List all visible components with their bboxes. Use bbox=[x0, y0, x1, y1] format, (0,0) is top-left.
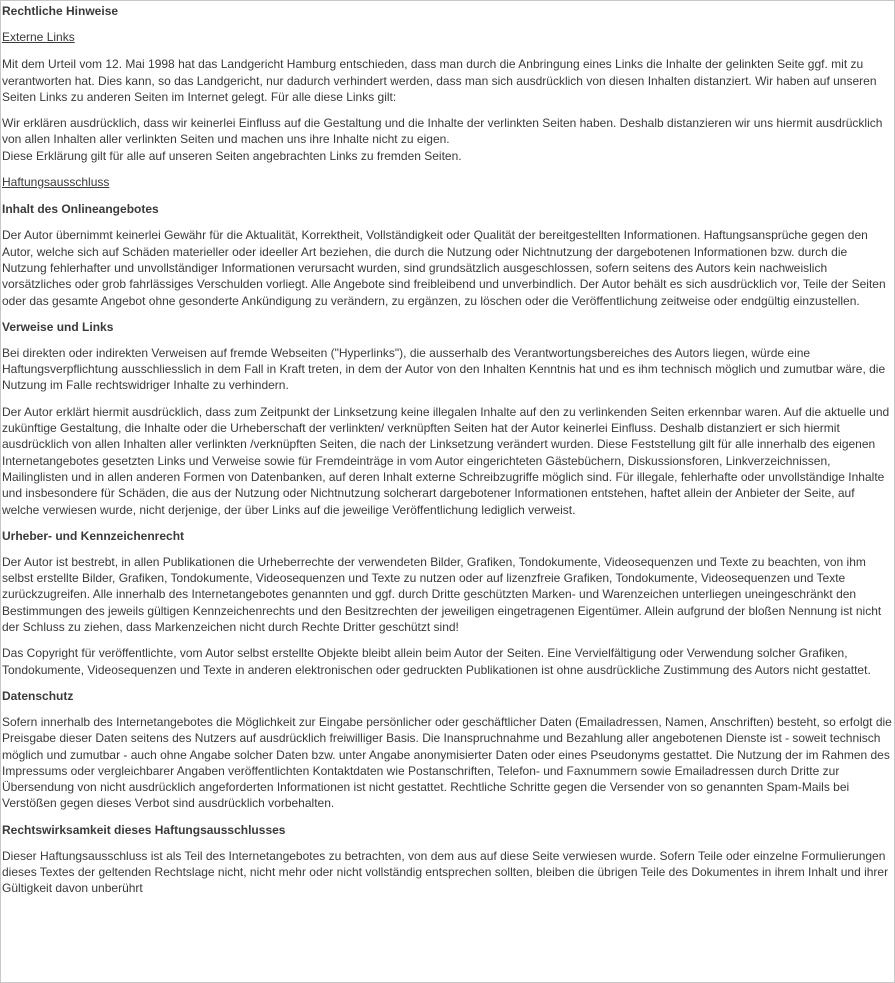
paragraph-externe-links-2: Wir erklären ausdrücklich, dass wir keinerlei Einfluss auf die Gestaltung und die Inhalte der verlinkten Seiten haben. Deshalb distanzieren wir uns hiermit ausdrücklich von allen Inhalten aller verlinkten Seiten und machen uns ihre Inhalte nicht zu eigen. Diese Erklärung gilt für alle auf unseren Seiten angebrachten Links zu fremden Seiten. bbox=[2, 116, 883, 163]
page-title: Rechtliche Hinweise bbox=[2, 4, 119, 18]
paragraph-wirksamkeit: Dieser Haftungsausschluss ist als Teil des Internetangebotes zu betrachten, von dem aus auf diese Seite verwiesen wurde. Sofern Teile oder einzelne Formulierungen dieses Textes der geltenden Rechtslage nicht, nicht mehr oder nicht vollständig entsprechen sollten, bleiben die übrigen Teile des Dokumentes in ihrem Inhalt und ihrer Gültigkeit davon unberührt bbox=[2, 848, 889, 896]
section-heading-externe-links: Externe Links bbox=[2, 30, 75, 44]
paragraph-urheber-1: Der Autor ist bestrebt, in allen Publikationen die Urheberrechte der verwendeten Bilder, Grafiken, Tondokumente, Videosequenzen und Texte zu beachten, von ihm selbst erstellte Bilder, Grafiken, Tondokumente, Videosequenzen und Texte zu nutzen oder auf lizenzfreie Grafiken, Tondokumente, Videosequenzen und Texte zurückzugreifen. Alle innerhalb des Internetangebotes genannten und ggf. durch Dritte geschützten Marken- und Warenzeichen unterliegen uneingeschränkt den Bestimmungen des jeweils gültigen Kennzeichenrechts und den Besitzrechten der jeweiligen eingetragenen Eigentümer. Allein aufgrund der bloßen Nennung ist nicht der Schluss zu ziehen, dass Markenzeichen nicht durch Rechte Dritter geschützt sind! bbox=[2, 554, 882, 635]
subheading-urheber: Urheber- und Kennzeichenrecht bbox=[2, 528, 185, 543]
paragraph-externe-links-1: Mit dem Urteil vom 12. Mai 1998 hat das Landgericht Hamburg entschieden, dass man durch die Anbringung eines Links die Inhalte der gelinkten Seite ggf. mit zu verantworten hat. Dies kann, so das Landgericht, nur dadurch verhindert werden, dass man sich ausdrücklich von diesen Inhalten distanziert. Wir haben auf unseren Seiten Links zu anderen Seiten im Internet gelegt. Für alle diese Links gilt: bbox=[2, 57, 877, 104]
paragraph-datenschutz: Sofern innerhalb des Internetangebotes die Möglichkeit zur Eingabe persönlicher oder geschäftlicher Daten (Emailadressen, Namen, Anschriften) besteht, so erfolgt die Preisgabe dieser Daten seitens des Nutzers auf ausdrücklich freiwilliger Basis. Die Inanspruchnahme und Bezahlung aller angebotenen Dienste ist - soweit technisch möglich und zumutbar - auch ohne Angabe solcher Daten bzw. unter Angabe anonymisierter Daten oder eines Pseudonyms gestattet. Die Nutzung der im Rahmen des Impressums oder vergleichbarer Angaben veröffentlichten Kontaktdaten wie Postanschriften, Telefon- und Faxnummern sowie Emailadressen durch Dritte zur Übersendung von nicht ausdrücklich angeforderten Informationen ist nicht gestattet. Rechtliche Schritte gegen die Versender von so genannten Spam-Mails bei Verstößen gegen dieses Verbot sind ausdrücklich vorbehalten. bbox=[2, 714, 892, 811]
subheading-wirksamkeit: Rechtswirksamkeit dieses Haftungsausschlusses bbox=[2, 822, 286, 837]
subheading-verweise: Verweise und Links bbox=[2, 319, 114, 334]
subheading-datenschutz: Datenschutz bbox=[2, 688, 74, 703]
paragraph-urheber-2: Das Copyright für veröffentlichte, vom Autor selbst erstellte Objekte bleibt allein beim Autor der Seiten. Eine Vervielfältigung oder Verwendung solcher Grafiken, Tondokumente, Videosequenzen und Texte in anderen elektronischen oder gedruckten Publikationen ist ohne ausdrückliche Zustimmung des Autors nicht gestattet. bbox=[2, 646, 871, 677]
paragraph-verweise-2: Der Autor erklärt hiermit ausdrücklich, dass zum Zeitpunkt der Linksetzung keine illegalen Inhalte auf den zu verlinkenden Seiten erkennbar waren. Auf die aktuelle und zukünftige Gestaltung, die Inhalte oder die Urheberschaft der verlinkten/ verknüpften Seiten hat der Autor keinerlei Einfluss. Deshalb distanziert er sich hiermit ausdrücklich von allen Inhalten aller verlinkten /verknüpften Seiten, die nach der Linksetzung verändert wurden. Diese Feststellung gilt für alle innerhalb des eigenen Internetangebotes gesetzten Links und Verweise sowie für Fremdeinträge in vom Autor eingerichteten Gästebüchern, Diskussionsforen, Linkverzeichnissen, Mailinglisten und in allen anderen Formen von Datenbanken, auf deren Inhalt externe Schreibzugriffe möglich sind. Für illegale, fehlerhafte oder unvollständige Inhalte und insbesondere für Schäden, die aus der Nutzung oder Nichtnutzung solcherart dargebotener Informationen entstehen, haftet allein der Anbieter der Seite, auf welche verwiesen wurde, nicht derjenige, der über Links auf die jeweilige Veröffentlichung lediglich verweist. bbox=[2, 404, 890, 517]
paragraph-inhalt: Der Autor übernimmt keinerlei Gewähr für die Aktualität, Korrektheit, Vollständigkeit oder Qualität der bereitgestellten Informationen. Haftungsansprüche gegen den Autor, welche sich auf Schäden materieller oder ideeller Art beziehen, die durch die Nutzung oder Nichtnutzung der dargebotenen Informationen bzw. durch die Nutzung fehlerhafter und unvollständiger Informationen verursacht wurden, sind grundsätzlich ausgeschlossen, sofern seitens des Autors kein nachweislich vorsätzliches oder grob fahrlässiges Verschulden vorliegt. Alle Angebote sind freibleibend und unverbindlich. Der Autor behält es sich ausdrücklich vor, Teile der Seiten oder das gesamte Angebot ohne gesonderte Ankündigung zu verändern, zu ergänzen, zu löschen oder die Veröffentlichung zeitweise oder endgültig einzustellen. bbox=[2, 228, 886, 308]
document-content bbox=[1, 1, 894, 897]
section-heading-haftungsausschluss: Haftungsausschluss bbox=[2, 175, 110, 190]
subheading-inhalt: Inhalt des Onlineangebotes bbox=[2, 202, 159, 217]
paragraph-verweise-1: Bei direkten oder indirekten Verweisen auf fremde Webseiten ("Hyperlinks"), die ausserhalb des Verantwortungsbereiches des Autors liegen, würde eine Haftungsverpflichtung ausschliesslich in dem Fall in Kraft treten, in dem der Autor von den Inhalten Kenntnis hat und es ihm technisch möglich und zumutbar wäre, die Nutzung im Falle rechtswidriger Inhalte zu verhindern. bbox=[2, 345, 886, 393]
